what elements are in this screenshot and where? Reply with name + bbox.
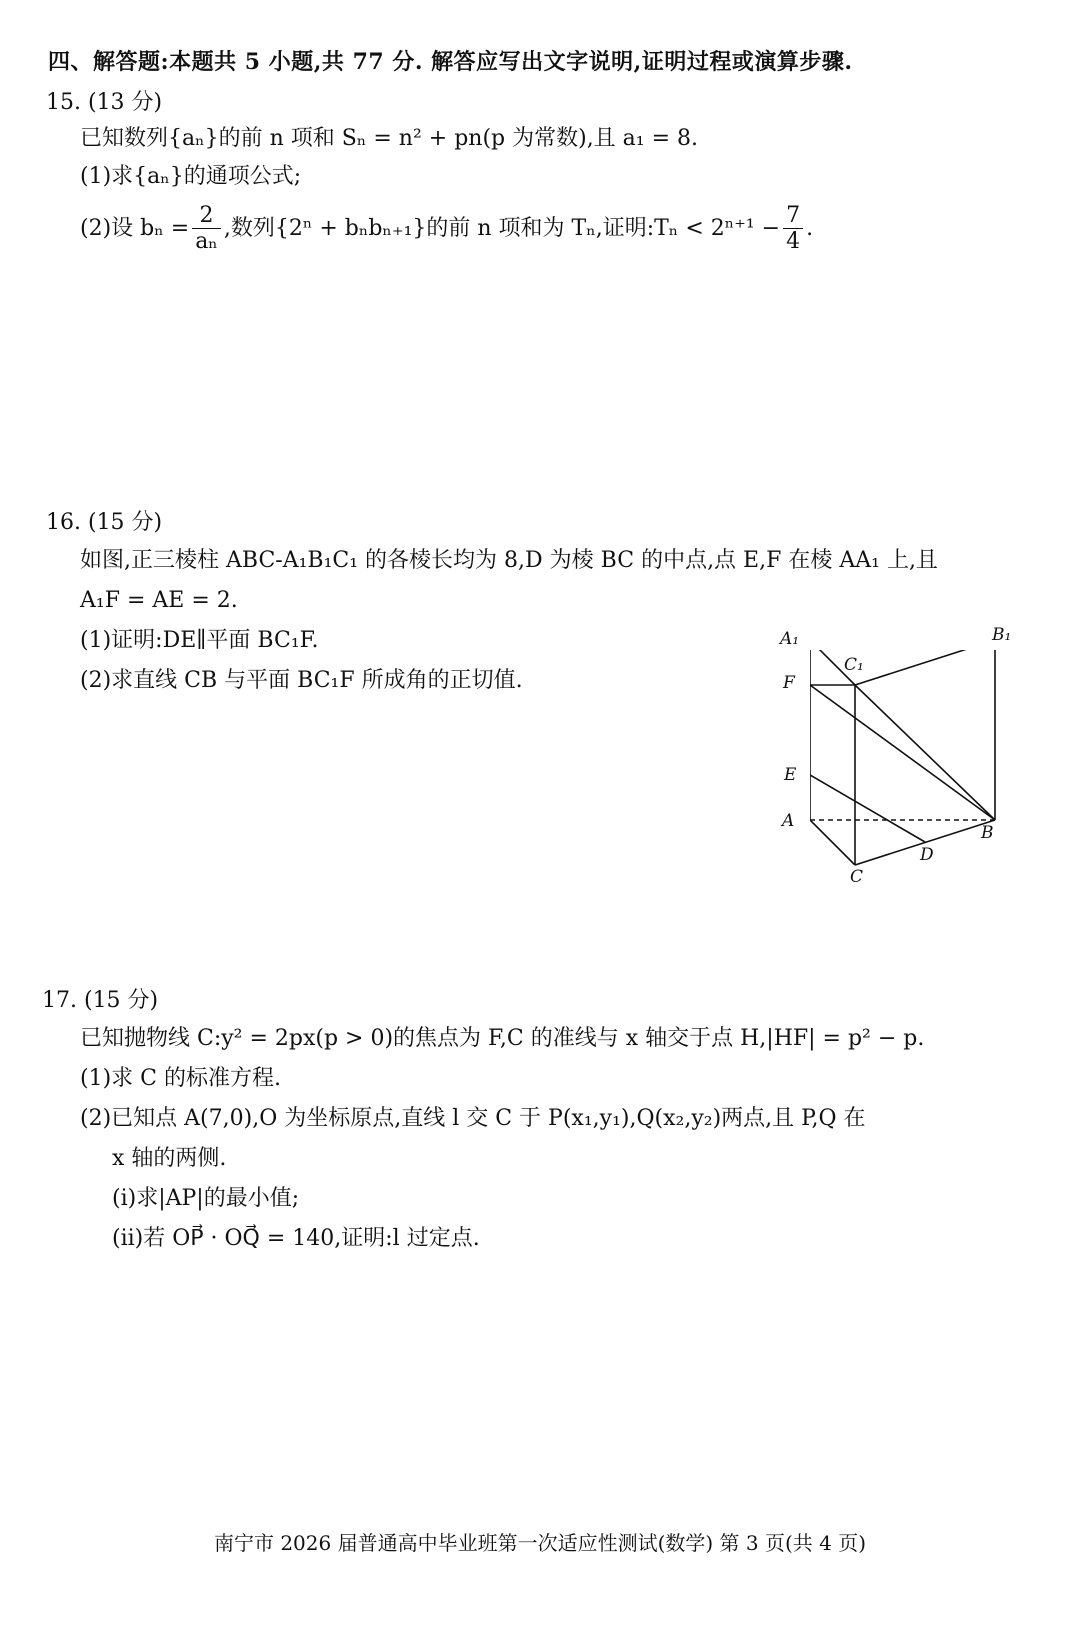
frac-numerator: 2 (192, 203, 221, 229)
q15-part2 (80, 203, 813, 255)
q15-part2-mid: ,数列{2ⁿ + bₙbₙ₊₁}的前 n 项和为 Tₙ,证明:Tₙ < 2ⁿ⁺¹ − (223, 215, 781, 241)
q15-heading: 15. (13 分) (46, 90, 163, 115)
q16-part1: (1)证明:DE∥平面 BC₁F. (80, 628, 319, 653)
q15-fraction-seven-quarters (783, 203, 803, 255)
q17-sub-ii: (ⅱ)若 OP⃗ · OQ⃗ = 140,证明:l 过定点. (112, 1226, 480, 1251)
label-e: E (784, 765, 797, 785)
q16-stem-line1: 如图,正三棱柱 ABC-A₁B₁C₁ 的各棱长均为 8,D 为棱 BC 的中点,点 E,F 在棱 AA₁ 上,且 (80, 548, 938, 573)
label-c1: C₁ (844, 655, 864, 675)
frac-denominator: 4 (786, 229, 801, 255)
label-b1: B₁ (992, 625, 1012, 645)
label-a: A (782, 811, 795, 831)
q17-part2-line1: (2)已知点 A(7,0),O 为坐标原点,直线 l 交 C 于 P(x₁,y₁),Q(x₂,y₂)两点,且 P,Q 在 (80, 1106, 866, 1131)
q15-part2-end: . (806, 215, 814, 241)
q17-stem: 已知抛物线 C:y² = 2px(p > 0)的焦点为 F,C 的准线与 x 轴交于点 H,|HF| = p² − p. (80, 1026, 925, 1051)
section-heading: 四、解答题:本题共 5 小题,共 77 分. 解答应写出文字说明,证明过程或演算步骤. (48, 49, 853, 75)
q16-part2: (2)求直线 CB 与平面 BC₁F 所成角的正切值. (80, 668, 523, 693)
q15-fraction-b (192, 203, 221, 255)
label-a1: A₁ (780, 629, 800, 649)
page-footer: 南宁市 2026 届普通高中毕业班第一次适应性测试(数学) 第 3 页(共 4 页) (213, 1531, 867, 1555)
q15-stem: 已知数列{aₙ}的前 n 项和 Sₙ = n² + pn(p 为常数),且 a₁ = 8. (80, 126, 699, 151)
label-c: C (850, 867, 864, 887)
q15-part2-pre: (2)设 bₙ = (80, 215, 190, 241)
q17-part2-line2: x 轴的两侧. (112, 1146, 227, 1171)
label-f: F (783, 673, 795, 693)
prism-figure-labels (770, 620, 1040, 895)
q17-sub-i: (ⅰ)求|AP|的最小值; (112, 1186, 300, 1211)
label-d: D (920, 845, 934, 865)
q16-heading: 16. (15 分) (46, 510, 163, 535)
q17-part1: (1)求 C 的标准方程. (80, 1066, 281, 1091)
frac-denominator: aₙ (195, 229, 218, 255)
q16-stem-line2: A₁F = AE = 2. (80, 588, 238, 613)
q15-part1: (1)求{aₙ}的通项公式; (80, 164, 302, 189)
frac-numerator: 7 (783, 203, 803, 229)
q17-heading: 17. (15 分) (42, 988, 159, 1013)
label-b: B (981, 823, 994, 843)
